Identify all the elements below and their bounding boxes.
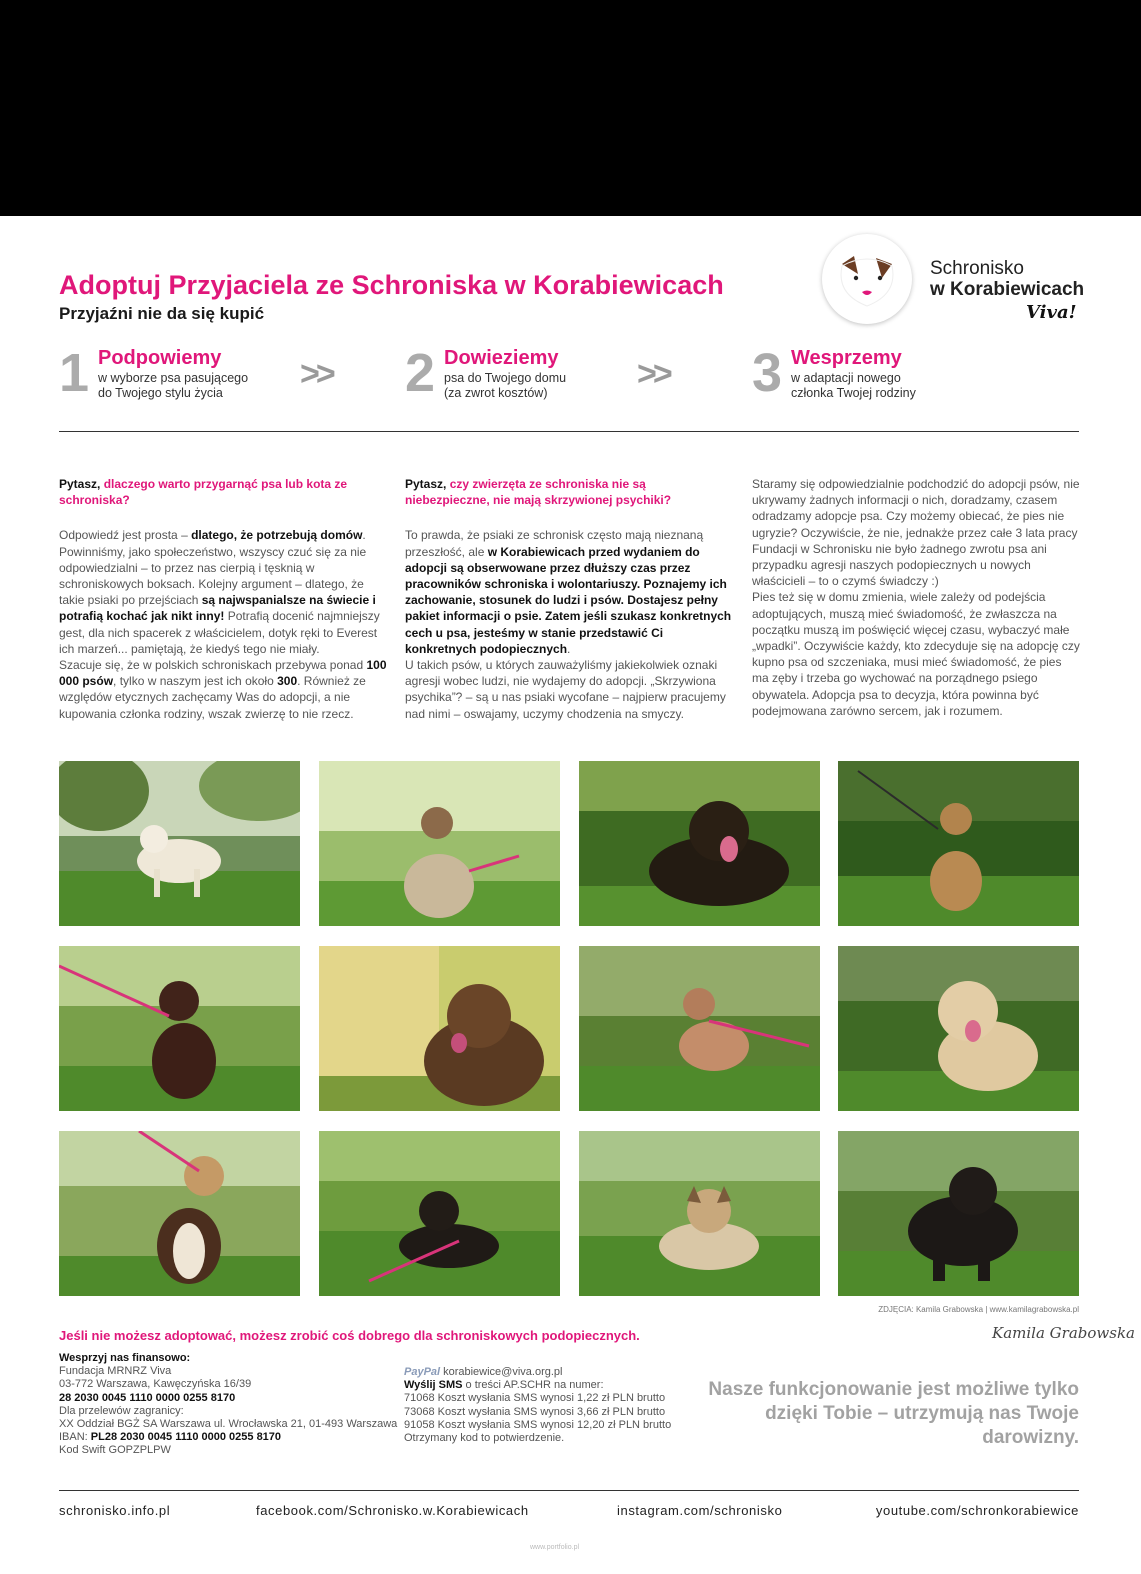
step-number: 2 [405, 343, 436, 403]
dog-photo [838, 1131, 1079, 1296]
page-title: Adoptuj Przyjaciela ze Schroniska w Korabiewicach [59, 270, 724, 300]
paragraph: Staramy się odpowiedzialnie podchodzić do adopcji psów, nie ukrywamy żadnych informacji o nich, doradzamy, czasem odradzamy adopcje psa. Czy możemy obiecać, że pies nie ugryzie? Oczywiście, że nie, jednakże przez całe 3 lata pracy Fundacji w Schronisku nie było żadnego zwrotu psa ani przypadku agresji naszych podopiecznych u nowych właścicieli – to o czymś świadczy :) [752, 477, 1080, 589]
viva-logo: Viva! [1026, 302, 1077, 323]
step-2 [405, 344, 625, 404]
logo-name-line1: Schronisko [930, 258, 1024, 279]
dog-photo [838, 946, 1079, 1111]
finance-info: Wesprzyj nas finansowo: Fundacja MRNRZ Viva 03-772 Warszawa, Kawęczyńska 16/39 28 2030 0045 1110 0000 0255 8170 Dla przelewów zagranicy: XX Oddział BGŻ SA Warszawa ul. Wrocławska 21, 01-493 Warszawa IBAN: PL28 2030 0045 1110 0000 0255 8170 Kod Swift GOPZPLPW [59, 1352, 398, 1457]
step-number: 3 [752, 343, 783, 403]
dog-photo [838, 761, 1079, 926]
dog-photo [579, 761, 820, 926]
footer-youtube: youtube.com/schronkorabiewice [875, 1503, 1079, 1518]
payment-info: PayPal korabiewice@viva.org.pl Wyślij SMS o treści AP.SCHR na numer: 71068 Koszt wysłania SMS wynosi 1,22 zł PLN brutto 73068 Koszt wysłania SMS wynosi 3,66 zł PLN brutto 91058 Koszt wysłania SMS wynosi 12,20 zł PLN brutto Otrzymany kod to potwierdzenie. [404, 1366, 672, 1445]
paragraph: Pies też się w domu zmienia, wiele zależy od podejścia adoptujących, muszą mieć świadomość, że zwłaszcza na początku muszą im poświęcić więcej czasu, wybaczyć małe „wpadki”. Oczywiście każdy, kto zdecyduje się na adopcję czy kupno psa od szczeniaka, musi mieć świadomość, że pies ma zęby i trzeba go wychować na porządnego psiego obywatela. Adopcja psa to decyzja, która powinna być podejmowana zarówno sercem, jak i rozumem. [752, 590, 1080, 718]
dog-photo [319, 946, 560, 1111]
logo-name-line2: w Korabiewicach [930, 279, 1085, 300]
paragraph: Odpowiedź jest prosta – dlatego, że potrzebują domów. Powinniśmy, jako społeczeństwo, wszyscy czuć się za nie odpowiedzialni – to przez nas cierpią i tęsknią w schroniskowych boksach. Kolejny argument – dlatego, że takie psiaki po przejściach są najwspanialsze na świecie i potrafią kochać jak nikt inny! Potrafią docenić najmniejszy gest, dla nich spacerek z właścicielem, dotyk ręki to Everest ich marzeń... pamiętają, że kiedyś tego nie miały. [59, 528, 380, 656]
shelter-logo-dog-icon [822, 234, 912, 324]
dog-photo [319, 761, 560, 926]
text-column-safety [405, 476, 733, 722]
page-subtitle: Przyjaźni nie da się kupić [59, 304, 265, 323]
photographer-signature: Kamila Grabowska [992, 1324, 1135, 1342]
dog-photo [579, 946, 820, 1111]
top-black-band [0, 0, 1141, 216]
footer-facebook: facebook.com/Schronisko.w.Korabiewicach [256, 1503, 529, 1518]
step-number: 1 [59, 343, 90, 403]
divider [59, 431, 1079, 432]
watermark: www.portfolio.pl [530, 1544, 580, 1551]
question-heading: Pytasz, dlaczego warto przygarnąć psa lub kota ze schroniska? [59, 477, 348, 508]
arrow-right-icon: >> [637, 355, 669, 393]
paragraph: To prawda, że psiaki ze schronisk często mają nieznaną przeszłość, ale w Korabiewicach przed wydaniem do adopcji są obserwowane przez dłuższy czas przez pracowników schroniska i wolontariuszy. Poznajemy ich zachowanie, stosunek do ludzi i psów. Dostajesz pełny pakiet informacji o psie. Zatem jeśli szukasz konkretnych cech u psa, jesteśmy w stanie przedstawić Ci konkretnych podopiecznych. [405, 528, 732, 656]
dog-photo [579, 1131, 820, 1296]
text-column-responsibility [752, 476, 1080, 719]
arrow-right-icon: >> [300, 355, 332, 393]
dog-photo [59, 946, 300, 1111]
divider [59, 1490, 1079, 1491]
footer-website: schronisko.info.pl [59, 1503, 171, 1518]
paragraph: Szacuje się, że w polskich schroniskach przebywa ponad 100 000 psów, tylko w naszym jest ich około 300. Również ze względów etycznych zachęcamy Was do adopcji, a nie kupowania członka rodziny, wszak zwierzę to nie rzecz. [59, 658, 387, 721]
step-description: w adaptacji nowego członka Twojej rodziny [791, 371, 916, 400]
step-3 [752, 344, 972, 404]
bank-account: 28 2030 0045 1110 0000 0255 8170 [59, 1391, 236, 1404]
paypal-icon: PayPal [404, 1366, 441, 1378]
call-to-action: Jeśli nie możesz adoptować, możesz zrobić coś dobrego dla schroniskowych podopiecznych. [59, 1328, 640, 1343]
dog-photo [319, 1131, 560, 1296]
step-title: Wesprzemy [791, 347, 902, 369]
dog-photo [59, 1131, 300, 1296]
step-description: psa do Twojego domu (za zwrot kosztów) [444, 371, 567, 400]
text-column-why-adopt [59, 476, 387, 722]
step-description: w wyborze psa pasującego do Twojego stylu życia [98, 371, 249, 400]
step-title: Dowieziemy [444, 347, 559, 369]
dog-photo [59, 761, 300, 926]
photo-credit: ZDJĘCIA: Kamila Grabowska | www.kamilagrabowska.pl [878, 1305, 1079, 1314]
paypal-email: korabiewice@viva.org.pl [443, 1366, 563, 1378]
thanks-message: Nasze funkcjonowanie jest możliwe tylko dzięki Tobie – utrzymują nas Twoje darowizny. [708, 1379, 1079, 1448]
question-heading: Pytasz, czy zwierzęta ze schroniska nie są niebezpieczne, nie mają skrzywionej psychiki? [405, 477, 672, 508]
paragraph: U takich psów, u których zauważyliśmy jakiekolwiek oznaki agresji wobec ludzi, nie wydajemy do adopcji. „Skrzywiona psychika”? – są u nas psiaki wycofane – najpierw pracujemy nad nimi – oswajamy, uczymy chodzenia na smyczy. [405, 658, 726, 721]
step-title: Podpowiemy [98, 347, 222, 369]
step-1 [59, 344, 279, 404]
footer-instagram: instagram.com/schronisko [617, 1503, 783, 1518]
